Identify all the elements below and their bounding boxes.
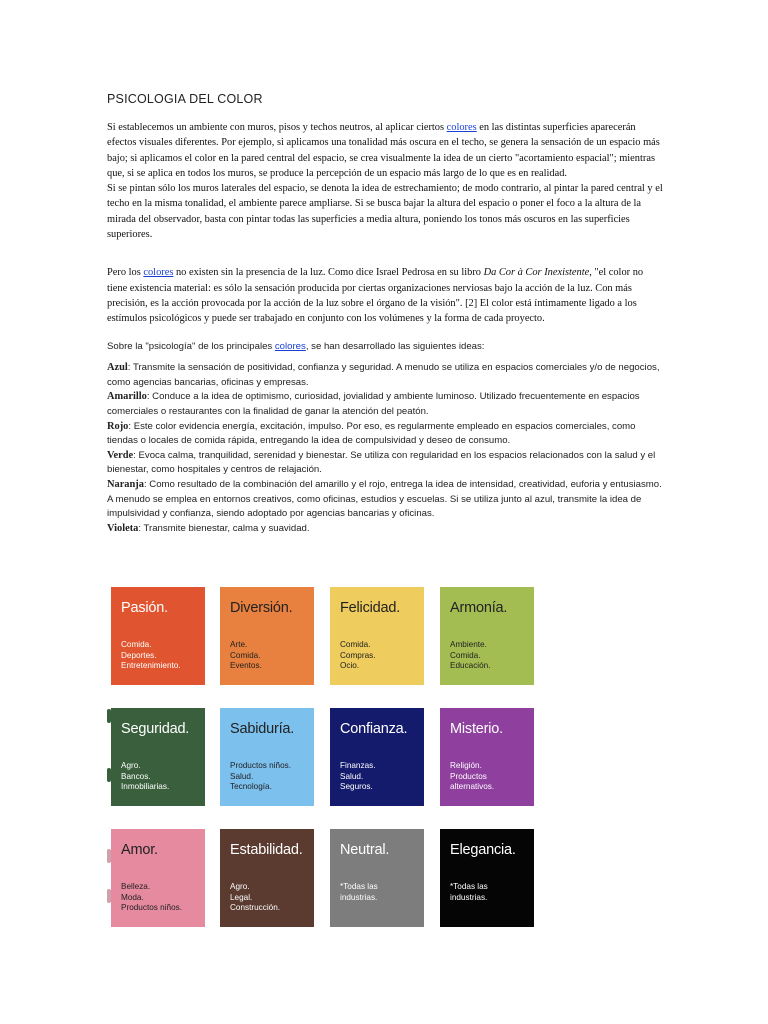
- tile-misterio: [440, 708, 534, 806]
- colores-link-3[interactable]: colores: [274, 340, 306, 352]
- tile-name: Seguridad.: [121, 721, 190, 737]
- tile-diversion: [220, 587, 314, 685]
- tile-name: Elegancia.: [450, 842, 516, 858]
- tile-name: Amor.: [121, 842, 158, 858]
- tile-neutral: [330, 829, 424, 927]
- definition-violeta: Violeta: Transmite bienestar, calma y suavidad.: [107, 522, 310, 534]
- color-definitions: [107, 361, 663, 536]
- tile-name: Confianza.: [340, 721, 408, 737]
- tile-items: Productos niños. Salud. Tecnología.: [230, 761, 291, 792]
- tile-items: *Todas las industrias.: [450, 882, 488, 902]
- edge-mark: [107, 709, 111, 723]
- tile-name: Estabilidad.: [230, 842, 303, 858]
- tile-name: Pasión.: [121, 600, 168, 616]
- definition-rojo: Rojo: Este color evidencia energía, excitación, impulso. Por eso, es regularmente empleado en espacios comerciales, como tiendas o locales de comida rápida, entregando la idea de compulsividad y deseo de consumo.: [107, 420, 636, 447]
- tile-items: Finanzas. Salud. Seguros.: [340, 761, 376, 792]
- definition-naranja: Naranja: Como resultado de la combinación del amarillo y el rojo, entrega la idea de intensidad, creatividad, euforia y entusiasmo. A menudo se emplea en entornos creativos, como oficinas, estudios y escuelas. Si se utiliza junto al azul, transmite la idea de impulsividad y confianza, siendo adoptado por agencias bancarias y oficinas.: [107, 478, 662, 520]
- tile-name: Misterio.: [450, 721, 503, 737]
- tile-name: Armonía.: [450, 600, 508, 616]
- definition-azul: Azul: Transmite la sensación de positividad, confianza y seguridad. A menudo se utiliza en espacios comerciales y/o de negocios, como agencias bancarias, oficinas y empresas.: [107, 362, 660, 388]
- tile-items: Arte. Comida. Eventos.: [230, 640, 262, 671]
- tile-name: Sabiduría.: [230, 721, 295, 737]
- tile-sabiduria: [220, 708, 314, 806]
- tile-items: Religión. Productos alternativos.: [450, 761, 495, 792]
- definition-amarillo: Amarillo: Conduce a la idea de optimismo, curiosidad, jovialidad y ambiente luminoso. Utilizado frecuentemente en espacios comerciales o restaurantes con la finalidad de ganar la atención del peatón.: [107, 391, 640, 417]
- tile-items: Ambiente. Comida. Educación.: [450, 640, 491, 671]
- tile-items: Belleza. Moda. Productos niños.: [121, 882, 182, 913]
- tile-armonia: [440, 587, 534, 685]
- tile-name: Diversión.: [230, 600, 293, 616]
- tile-pasion: [111, 587, 205, 685]
- page-title: PSICOLOGIA DEL COLOR: [107, 92, 263, 106]
- edge-mark: [107, 889, 111, 903]
- tile-amor: [111, 829, 205, 927]
- tile-items: Agro. Legal. Construcción.: [230, 882, 281, 913]
- tile-felicidad: [330, 587, 424, 685]
- tile-items: Comida. Deportes. Entretenimiento.: [121, 640, 181, 671]
- paragraph-1: Si establecemos un ambiente con muros, pisos y techos neutros, al aplicar ciertos colores en las distintas superficies aparecerán efectos visuales diferentes. Por ejemplo, si aplicamos una tonalidad más oscura en el techo, se genera la sensación de un espacio más bajo; si aplicamos el color en la pared central del espacio, se crea visualmente la idea de un cierto "acortamiento espacial"; mientras que, si se aplica en todos los muros, se produce la percepción de un espacio más largo de lo que es en realidad.: [107, 122, 660, 179]
- tile-items: Comida. Compras. Ocio.: [340, 640, 376, 671]
- tile-estabilidad: [220, 829, 314, 927]
- tile-confianza: [330, 708, 424, 806]
- tile-seguridad: [111, 708, 205, 806]
- book-title: Da Cor à Cor Inexistente: [483, 267, 590, 279]
- edge-mark: [107, 849, 111, 863]
- tile-items: *Todas las industrias.: [340, 882, 378, 902]
- definition-verde: Verde: Evoca calma, tranquilidad, serenidad y bienestar. Se utiliza con regularidad en los espacios relacionados con la salud y el bienestar, como hospitales y centros de relajación.: [107, 449, 656, 476]
- tile-name: Neutral.: [340, 842, 390, 858]
- tile-items: Agro. Bancos. Inmobiliarias.: [121, 761, 170, 792]
- color-psychology-grid: [111, 587, 533, 927]
- colores-link-1[interactable]: colores: [446, 122, 477, 133]
- tile-elegancia: [440, 829, 534, 927]
- intro-line: Sobre la "psicología" de los principales colores, se han desarrollado las siguientes ideas:: [107, 340, 485, 352]
- colores-link-2[interactable]: colores: [143, 267, 174, 279]
- paragraph-3: Pero los colores no existen sin la presencia de la luz. Como dice Israel Pedrosa en su libro Da Cor à Cor Inexistente, "el color no tiene existencia material: es sólo la sensación producida por ciertas organizaciones nerviosas bajo la acción de la luz. Con más precisión, es la acción provocada por la acción de la luz sobre el órgano de la visión". [2] El color está íntimamente ligado a los estímulos psicológicos y puede ser trabajado en conjunto con los volúmenes y la forma de cada proyecto.: [107, 267, 644, 325]
- tile-name: Felicidad.: [340, 600, 401, 616]
- edge-mark: [107, 768, 111, 782]
- paragraph-2: Si se pintan sólo los muros laterales del espacio, se denota la idea de estrechamiento; de modo contrario, al pintar la pared central y el techo en la misma tonalidad, el ambiente parece ampliarse. Si se busca bajar la altura del espacio o poner el foco a la altura de la mirada del observador, basta con pintar todas las superficies a media altura, poniendo los tonos más oscuros en las superficies superiores.: [107, 183, 663, 241]
- document-page: [107, 92, 663, 536]
